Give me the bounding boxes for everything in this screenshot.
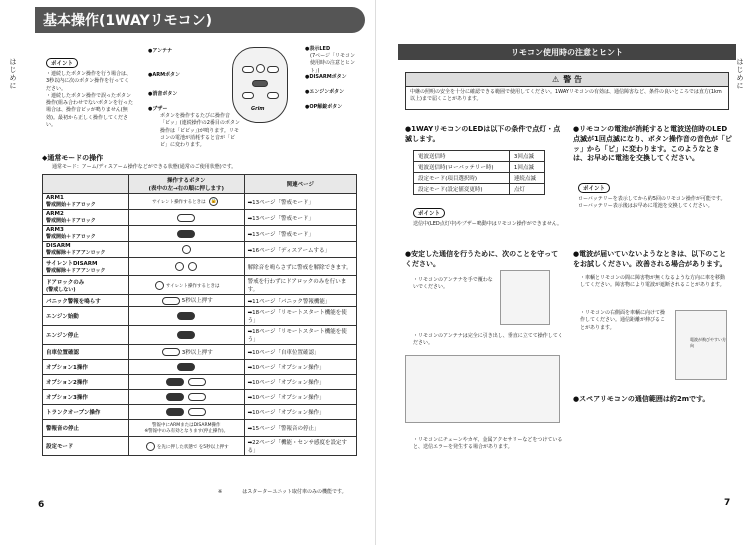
operation-table [42, 174, 357, 456]
label-engine: ●エンジンボタン [305, 89, 345, 95]
lock-button-icon [256, 64, 265, 73]
label-disarm: ●DISARMボタン [305, 74, 347, 80]
weak-item-2: ・リモコンの右側面を車輌に向けて操作してください。通信距離が伸びることがあります。 [580, 310, 666, 331]
table-row: ARM3 警戒開始＋ドアロック ➡13ページ「警戒モード」 [43, 226, 357, 242]
point-item-2: ・連続したボタン操作で誤ったボタン操作(組み合わせでないボタンを行った場合は、操作音ピッが鳴りません(無効)。最初から正しく操作してください。 [46, 92, 133, 128]
side-tab-left: はじめに [9, 58, 17, 90]
table-header-ref: 関連ページ [244, 175, 356, 194]
battery-heading: ●リモコンの電池が消耗すると電波送信時のLED点滅が1回点滅になり、ボタン操作音の音色が「ピッ」から「ピ」に変わります。このようなときは、お早めに電池を交換してください。 [573, 125, 732, 163]
warning-box [405, 72, 729, 110]
table-row: 設定モード(項目選択時) 連続点滅 [414, 173, 545, 184]
table-row: トランクオープン操作 ➡10ページ「オプション操作」 [43, 405, 357, 420]
footnote: ※ はスターターユニット取付車のみの機能です。 [218, 489, 347, 495]
warning-title: 警 告 [563, 75, 582, 84]
label-buzzer: ●ブザー [148, 106, 168, 112]
locate-button-icon [162, 348, 180, 356]
signal-item-1: ・リモコンのアンテナを手で覆わないでください。 [413, 277, 493, 291]
op-button-icon [267, 92, 279, 99]
option-button-icon [177, 363, 195, 371]
table-header-name [43, 175, 129, 194]
table-row: ドアロックのみ (警戒しない) サイレント操作するときは 警戒を行わずにドアロックのみを行います。 [43, 276, 357, 295]
weak-illus-label: 電波が飛びやすい方向 [690, 337, 726, 348]
panic-button-icon [162, 297, 180, 305]
led-table [413, 150, 545, 195]
mute-button-icon [242, 92, 254, 99]
engine-button-icon [177, 331, 195, 339]
point-label: ポイント [578, 183, 610, 193]
lock-icon [155, 281, 164, 290]
table-row: DISARM 警戒解除＋ドアアンロック ➡16ページ「ディスアームする」 [43, 242, 357, 258]
table-row: エンジン始動 ➡18ページ「リモートスタート機能を使う」 [43, 307, 357, 326]
trunk-button-icon [188, 408, 206, 416]
side-tab-right: はじめに [736, 58, 744, 90]
table-row: ARM1 警戒開始＋ドアロック サイレント操作するときは 🔒 ➡13ページ「警戒モード」 [43, 194, 357, 210]
option-button-icon [166, 378, 184, 386]
engine-button-icon [177, 312, 195, 320]
engine-button-icon [177, 230, 195, 238]
lock-icon [146, 442, 155, 451]
arm-button-icon [242, 66, 254, 73]
table-header-button: 操作するボタン (表中の左→右の順に押します) [128, 175, 244, 194]
label-mute: ●消音ボタン [148, 91, 178, 97]
disarm-button-icon [267, 66, 279, 73]
page-divider [375, 0, 376, 545]
remote-side-illustration [675, 310, 727, 380]
table-row: 設定モード(設定値変更時) 点灯 [414, 184, 545, 195]
page-title: 基本操作(1WAYリモコン) [35, 7, 365, 33]
label-antenna: ●アンテナ [148, 48, 173, 54]
warning-icon: ⚠ [552, 75, 560, 84]
hand-covering-antenna-illustration [500, 270, 550, 325]
table-row: オプション3操作 ➡10ページ「オプション操作」 [43, 390, 357, 405]
option-button-icon [188, 378, 206, 386]
point-label: ポイント [46, 58, 78, 68]
table-row: 電波送信時 3回点滅 [414, 151, 545, 162]
weak-signal-heading: ●電波が届いていないようなときは、以下のことをお試しください。改善される場合があります。 [573, 250, 727, 268]
option-button-icon [166, 393, 184, 401]
page-number-left: 6 [38, 500, 45, 510]
table-row: エンジン停止 ➡18ページ「リモートスタート機能を使う」 [43, 326, 357, 345]
weak-item-1: ・車輌とリモコンの間に障害物が無くなるような方向に車を移動してください。障害物により電波が遮断されることがあります。 [580, 275, 726, 289]
table-row: オプション2操作 ➡10ページ「オプション操作」 [43, 375, 357, 390]
table-row: 警報音の停止 警報中にARMまたはDISARM操作 ※警報中のみ有効となります(停止操作)。 ➡15ページ「警報音の停止」 [43, 420, 357, 437]
point-item-1: ・連続したボタン操作を行う場合は、3秒以内に次のボタン操作を行ってください。 [46, 71, 132, 92]
battery-point-box [578, 175, 728, 211]
signal-heading: ●安定した通信を行うために、次のことを守ってください。 [405, 250, 559, 268]
label-op: ●OP解錠ボタン [305, 104, 343, 110]
signal-item-2: ・リモコンのアンテナは完全に引き出し、垂直に立てて操作してください。 [413, 333, 563, 347]
section-title: リモコン使用時の注意とヒント [398, 44, 736, 60]
label-led: ●表示LED [305, 46, 331, 52]
antenna-direction-illustration [405, 355, 560, 423]
table-row: パニック警報を鳴らす 5秒以上押す ➡11ページ「パニック警報機能」 [43, 295, 357, 307]
point-label: ポイント [413, 208, 445, 218]
signal-item-3: ・リモコンにチェーンやカギ、金属アクセサリーなどをつけていると、送信エラーを発生する場合があります。 [413, 437, 563, 451]
engine-button-icon [252, 80, 268, 87]
normal-mode-sub: 通常モード：アーム/ディスアーム操作などができる状態(通常のご使用状態)です。 [52, 164, 237, 170]
warning-text: 中継の照明の安全を十分に確認できる範囲で使用してください。1WAYリモコンの有効は、通信障害など、条件の良いところでは直方(1km以上)まで届くことがあります。 [410, 89, 722, 102]
trunk-button-icon [166, 408, 184, 416]
table-row: 自車位置確認 3秒以上押す ➡10ページ「自車位置確認」 [43, 345, 357, 360]
remote-illustration [232, 47, 288, 123]
label-led-desc: (7ページ「リモコン使用時の注意とヒント」) [310, 53, 356, 74]
arm-button-icon [177, 214, 195, 222]
page-number-right: 7 [724, 498, 731, 508]
label-buzzer-desc: ボタンを操作するたびに操作音「ピッ」(連続操作の2番目のボタン操作は「ピピッ」)が鳴ります。リモコンの電池が消耗すると音が「ピピ」に変わります。 [160, 113, 240, 148]
led-point-text: 送信中(LED点灯中)やブザー鳴動中はリモコン操作ができません。 [413, 221, 562, 227]
normal-mode-heading: ◆通常モードの操作 [42, 154, 104, 162]
table-row: 電波送信時(ローバッテリー時) 1回点滅 [414, 162, 545, 173]
label-arm: ●ARMボタン [148, 72, 181, 78]
point-box-left [46, 50, 134, 129]
unlock-icon [175, 262, 184, 271]
range-text: ●スペアリモコンの通信範囲は約2mです。 [573, 395, 710, 403]
unlock-icon [182, 245, 191, 254]
brand-logo: Grim [251, 106, 265, 112]
table-row: ARM2 警戒開始＋ドアロック ➡13ページ「警戒モード」 [43, 210, 357, 226]
lock-icon: 🔒 [210, 198, 218, 204]
table-row: サイレントDISARM 警戒解除＋ドアアンロック 解除音を鳴らさずに警戒を解除できます。 [43, 258, 357, 276]
table-row: オプション1操作 ➡10ページ「オプション操作」 [43, 360, 357, 375]
option-button-icon [188, 393, 206, 401]
table-row: 設定モード を先に押した状態で を5秒以上押す ➡22ページ「機能・センサ感度を設定する」 [43, 437, 357, 456]
unlock-icon [188, 262, 197, 271]
led-heading: ●1WAYリモコンのLEDは以下の条件で点灯・点滅します。 [405, 125, 561, 143]
battery-point-text: ローバッテリーを表示してから約5回のリモコン操作が可能です。ローバッテリー表示後はお早めに電池を交換してください。 [578, 196, 726, 210]
led-point-box [413, 200, 563, 228]
